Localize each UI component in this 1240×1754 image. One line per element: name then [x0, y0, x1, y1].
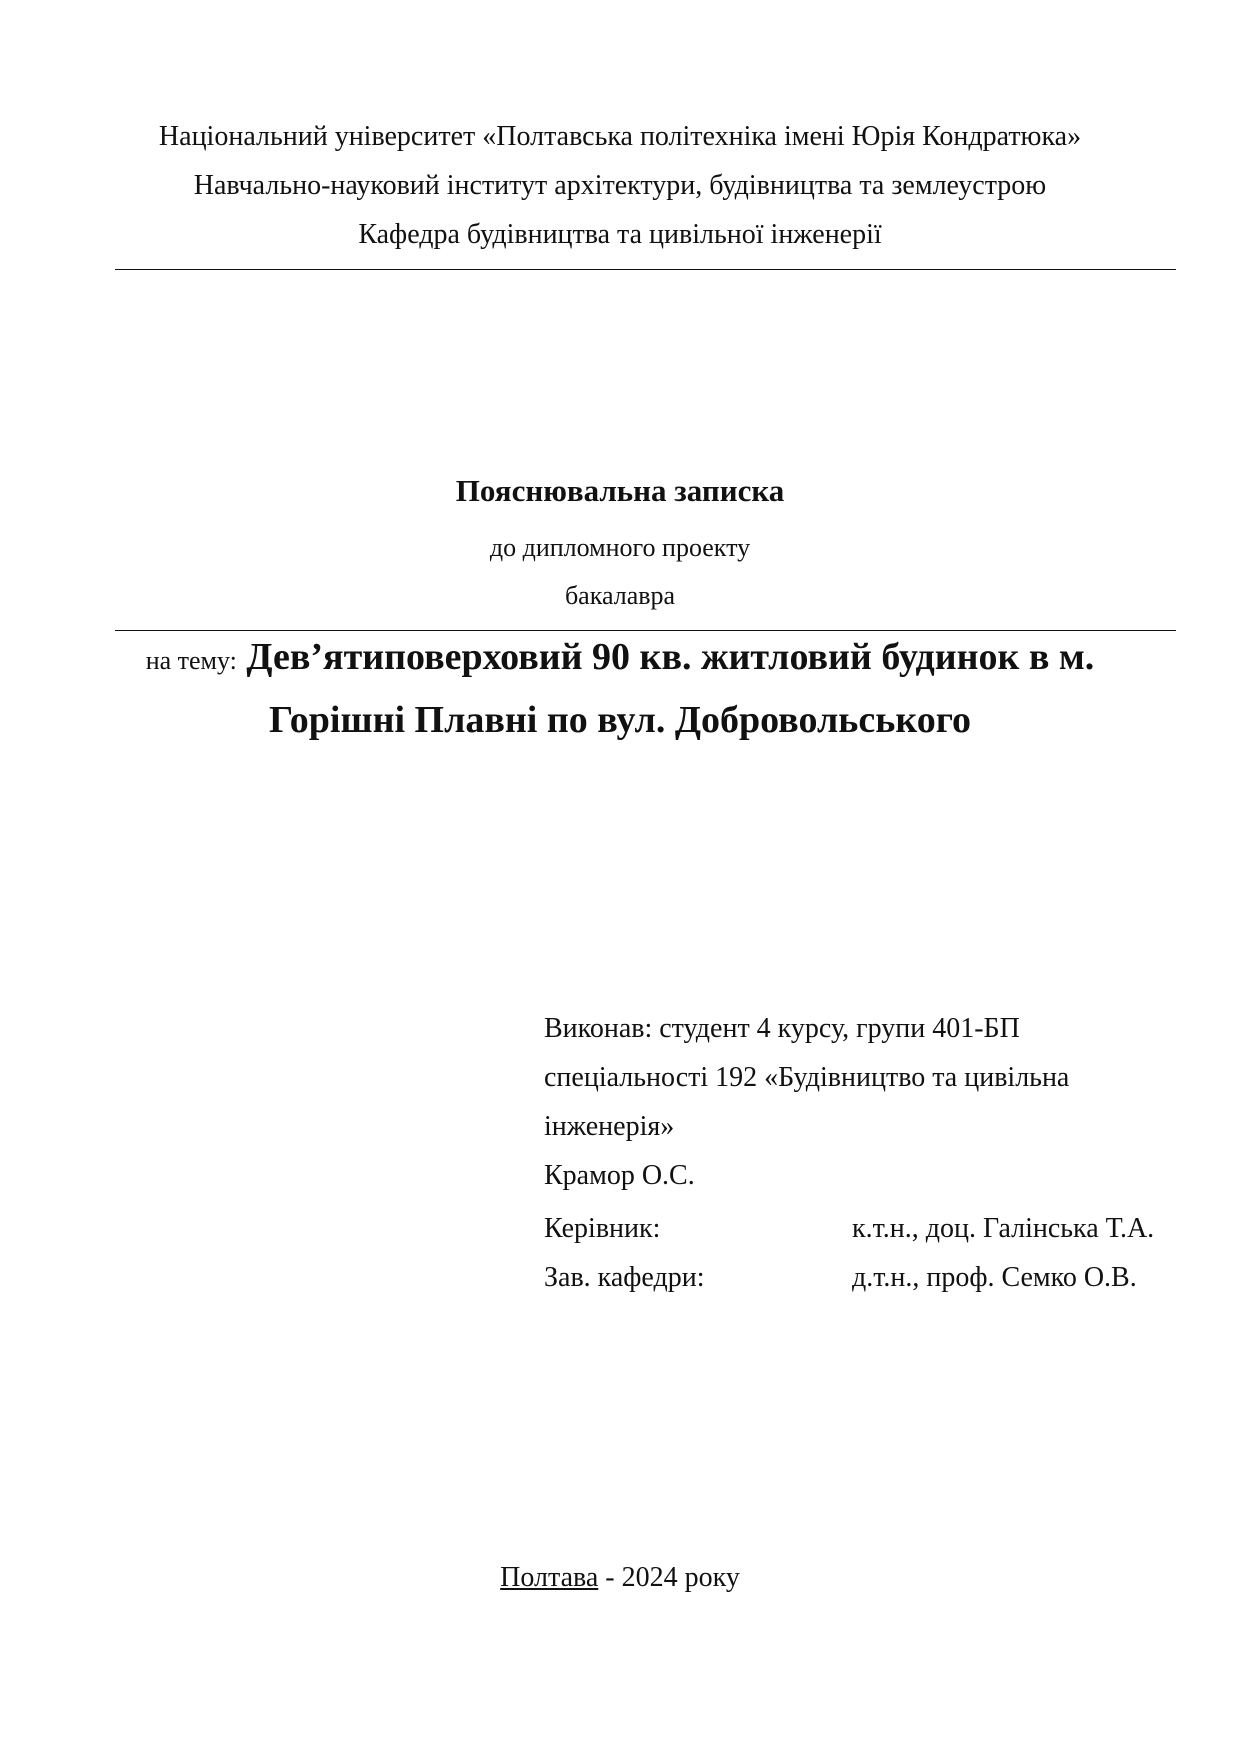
year-text: - 2024 року	[598, 1562, 740, 1593]
document-title: Пояснювальна записка	[455, 473, 785, 508]
document-subtitle-project: до дипломного проекту	[489, 533, 751, 562]
supervisor-value: к.т.н., доц. Галінська Т.А.	[852, 1213, 1155, 1244]
topic-line-2: Горішні Плавні по вул. Добровольського	[268, 699, 972, 741]
topic-line-1	[0, 634, 1240, 684]
header-divider	[115, 269, 1176, 270]
performer-line-2: спеціальності 192 «Будівництво та цивільна	[544, 1062, 1070, 1093]
student-name: Крамор О.С.	[544, 1160, 695, 1191]
document-subtitle-degree: бакалавра	[564, 581, 676, 610]
performer-line-3: інженерія»	[544, 1111, 675, 1142]
title-divider	[115, 630, 1176, 631]
head-of-department-value: д.т.н., проф. Семко О.В.	[852, 1262, 1137, 1293]
place-and-year	[0, 1561, 1240, 1595]
city-name: Полтава	[500, 1562, 599, 1593]
topic-text-1: Дев’ятиповерховий 90 кв. житловий будинок в м.	[246, 636, 1095, 678]
head-of-department-label: Зав. кафедри:	[544, 1262, 705, 1293]
supervisor-label: Керівник:	[544, 1213, 661, 1244]
university-name: Національний університет «Полтавська політехніка імені Юрія Кондратюка»	[158, 121, 1082, 152]
department-name: Кафедра будівництва та цивільної інженерії	[358, 219, 882, 250]
performer-line-1: Виконав: студент 4 курсу, групи 401-БП	[544, 1013, 1020, 1044]
institute-name: Навчально-науковий інститут архітектури, будівництва та землеустрою	[193, 170, 1047, 201]
topic-prefix: на тему:	[145, 646, 237, 675]
